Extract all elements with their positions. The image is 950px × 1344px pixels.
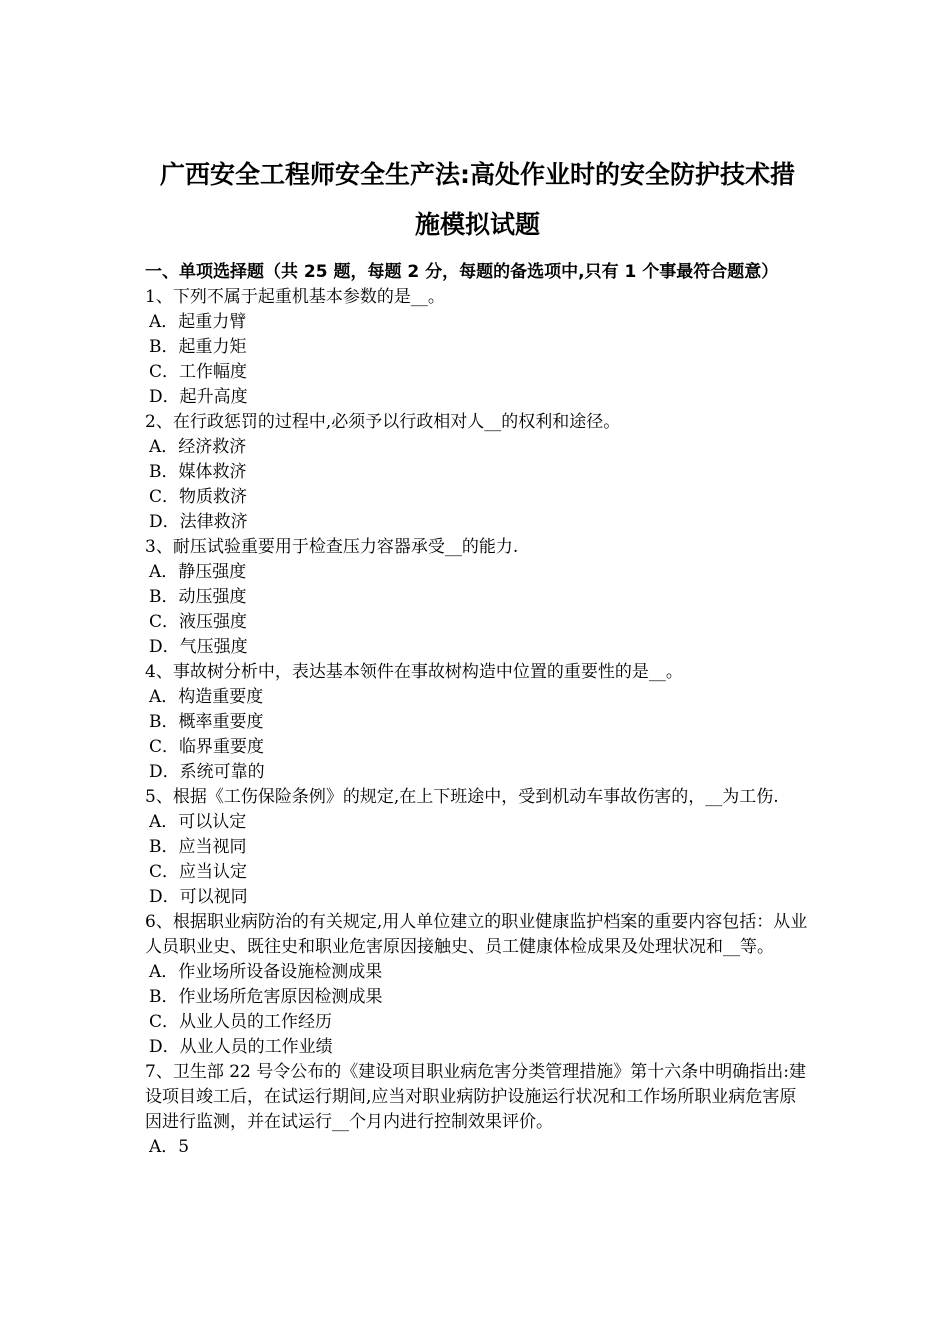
answer-option: A．作业场所设备设施检测成果 bbox=[149, 962, 383, 982]
question-list bbox=[145, 285, 810, 1160]
answer-option: C．物质救济 bbox=[149, 487, 248, 507]
answer-option: A．起重力臂 bbox=[149, 312, 247, 332]
answer-option: A．构造重要度 bbox=[149, 687, 264, 707]
answer-option: D．可以视同 bbox=[149, 887, 248, 907]
title-line-1: 广西安全工程师安全生产法:高处作业时的安全防护技术措 bbox=[160, 160, 795, 189]
answer-option: D．起升高度 bbox=[149, 387, 248, 407]
question-text: 7、卫生部 22 号令公布的《建设项目职业病危害分类管理措施》第十六条中明确指出:建设项目竣工后，在试运行期间,应当对职业病防护设施运行状况和工作场所职业病危害原因进行监测，并在试运行__个月内进行控制效果评价。 bbox=[145, 1062, 806, 1132]
question-block bbox=[145, 410, 810, 535]
answer-option: B．作业场所危害原因检测成果 bbox=[149, 987, 383, 1007]
answer-option: D．从业人员的工作业绩 bbox=[149, 1037, 333, 1057]
question-block bbox=[145, 660, 810, 785]
section-heading: 一、单项选择题（共 25 题，每题 2 分，每题的备选项中,只有 1 个事最符合题意） bbox=[145, 262, 779, 282]
question-text: 3、耐压试验重要用于检查压力容器承受__的能力. bbox=[145, 537, 519, 557]
question-text: 6、根据职业病防治的有关规定,用人单位建立的职业健康监护档案的重要内容包括：从业人员职业史、既往史和职业危害原因接触史、员工健康体检成果及处理状况和__等。 bbox=[145, 912, 808, 957]
question-block bbox=[145, 910, 810, 1060]
answer-option: D．系统可靠的 bbox=[149, 762, 265, 782]
answer-option: B．应当视同 bbox=[149, 837, 247, 857]
question-block bbox=[145, 535, 810, 660]
question-block bbox=[145, 785, 810, 910]
question-block bbox=[145, 1060, 810, 1160]
answer-option: A．静压强度 bbox=[149, 562, 247, 582]
answer-option: B．起重力矩 bbox=[149, 337, 247, 357]
answer-option: C．临界重要度 bbox=[149, 737, 265, 757]
answer-option: A．可以认定 bbox=[149, 812, 247, 832]
answer-option: C．应当认定 bbox=[149, 862, 248, 882]
document-title bbox=[145, 150, 810, 250]
answer-option: C．工作幅度 bbox=[149, 362, 248, 382]
question-block bbox=[145, 285, 810, 410]
answer-option: B．概率重要度 bbox=[149, 712, 264, 732]
answer-option: D．法律救济 bbox=[149, 512, 248, 532]
answer-option: A．5 bbox=[149, 1137, 190, 1157]
question-text: 2、在行政惩罚的过程中,必须予以行政相对人__的权利和途径。 bbox=[145, 412, 621, 432]
answer-option: D．气压强度 bbox=[149, 637, 248, 657]
question-text: 1、下列不属于起重机基本参数的是__。 bbox=[145, 287, 445, 307]
answer-option: B．媒体救济 bbox=[149, 462, 247, 482]
answer-option: A．经济救济 bbox=[149, 437, 247, 457]
document-page bbox=[145, 150, 810, 1160]
title-line-2: 施模拟试题 bbox=[414, 210, 540, 239]
question-text: 5、根据《工伤保险条例》的规定,在上下班途中，受到机动车事故伤害的，__为工伤. bbox=[145, 787, 779, 807]
answer-option: B．动压强度 bbox=[149, 587, 247, 607]
question-text: 4、事故树分析中，表达基本领件在事故树构造中位置的重要性的是__。 bbox=[145, 662, 683, 682]
answer-option: C．从业人员的工作经历 bbox=[149, 1012, 333, 1032]
answer-option: C．液压强度 bbox=[149, 612, 248, 632]
